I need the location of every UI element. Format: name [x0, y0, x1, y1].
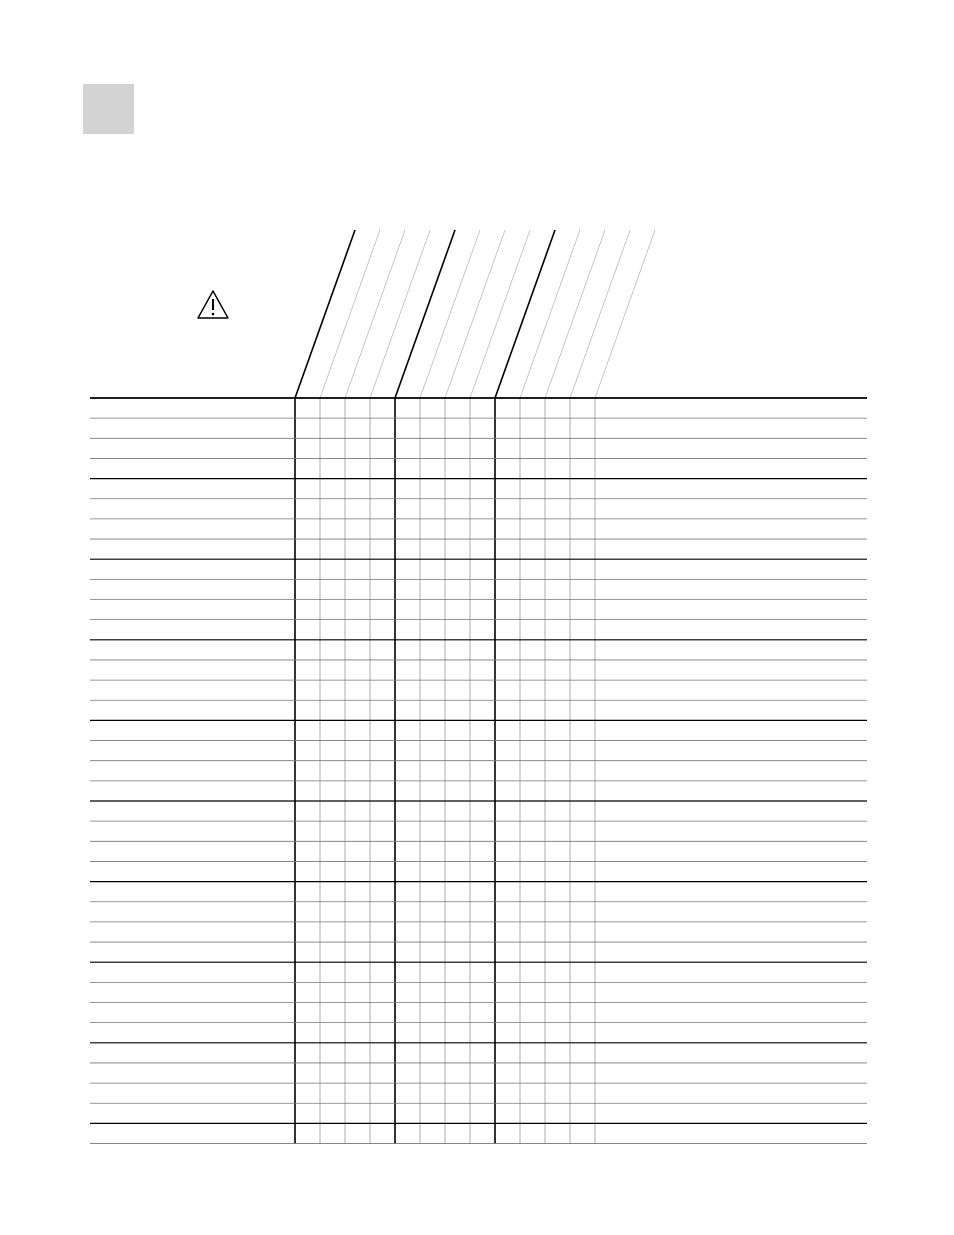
slanted-header-line — [495, 230, 555, 398]
row-dividers — [90, 398, 867, 1144]
slanted-header-line — [395, 230, 455, 398]
column-dividers — [295, 398, 595, 1144]
slanted-header-line — [545, 230, 605, 398]
slanted-header-line — [570, 230, 630, 398]
slanted-column-headers — [295, 230, 655, 398]
warning-triangle-icon — [198, 291, 228, 318]
slanted-header-line — [420, 230, 480, 398]
slanted-header-line — [295, 230, 355, 398]
slanted-header-line — [320, 230, 380, 398]
slanted-header-line — [445, 230, 505, 398]
slanted-header-line — [520, 230, 580, 398]
slanted-header-line — [345, 230, 405, 398]
slanted-header-line — [595, 230, 655, 398]
slanted-header-line — [470, 230, 530, 398]
slanted-header-line — [370, 230, 430, 398]
